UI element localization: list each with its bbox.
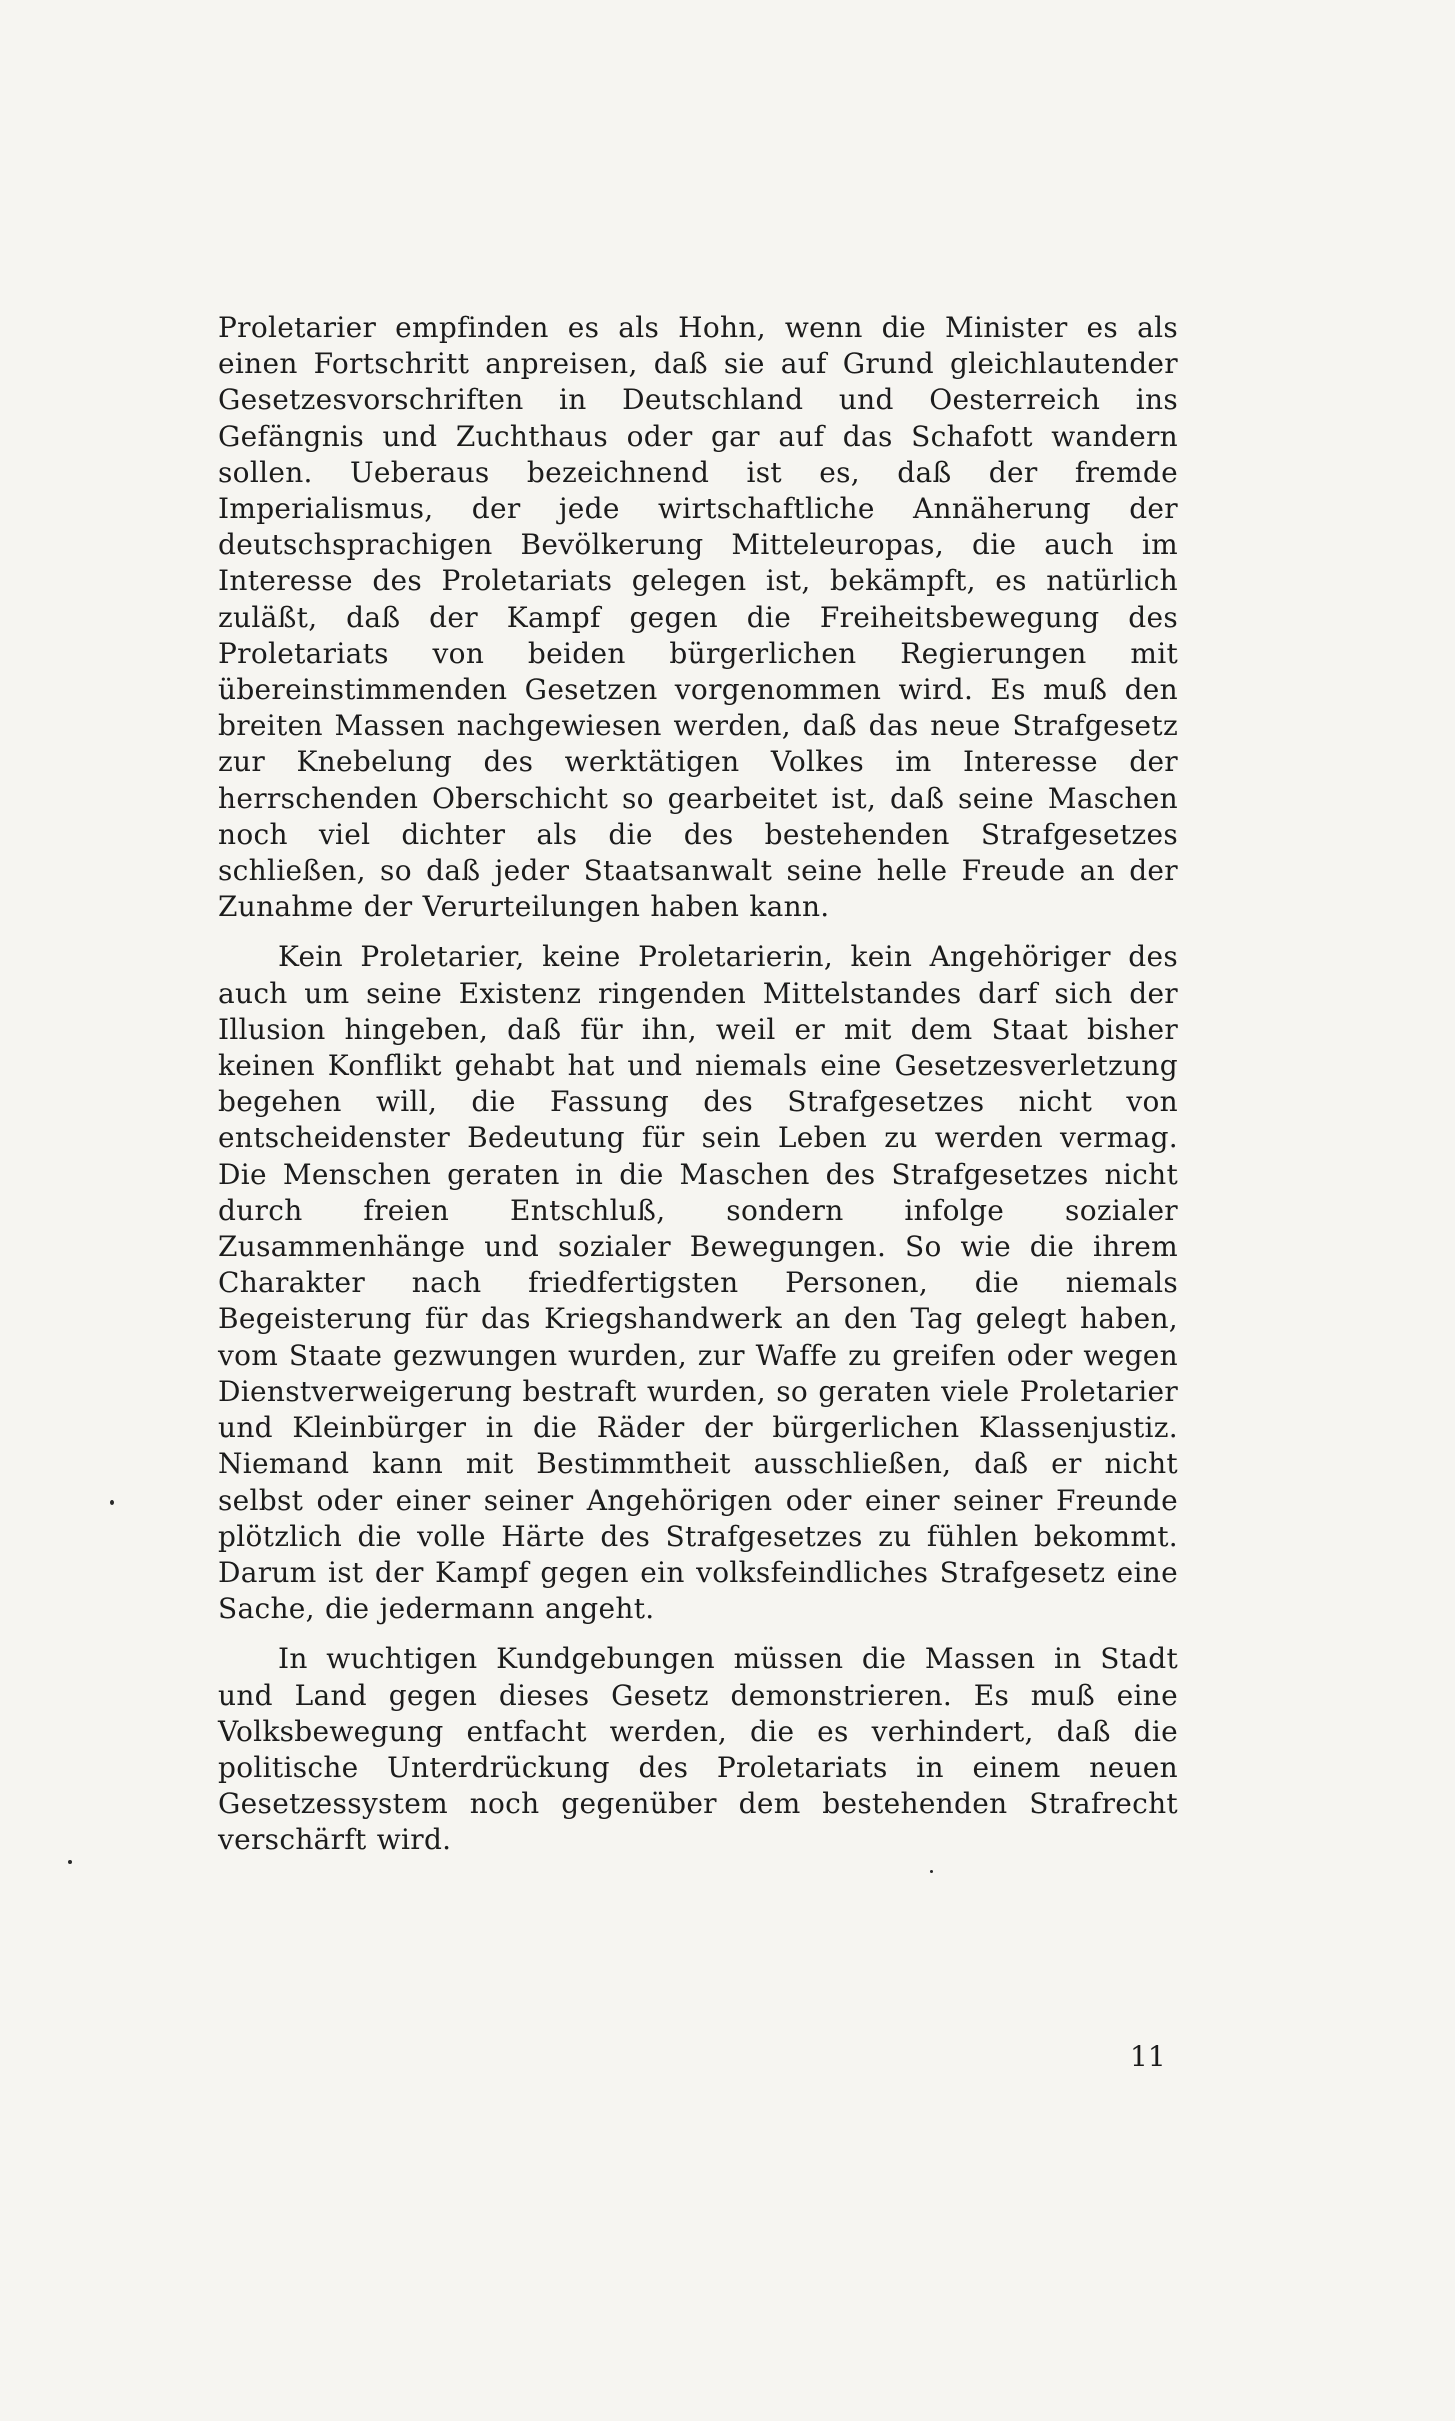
page-number: 11 <box>1130 2040 1166 2073</box>
paragraph-1: Proletarier empfinden es als Hohn, wenn die Minister es als einen Fortschritt anpreisen, daß sie auf Grund gleichlautender Gesetzesvorschriften in Deutschland und Oesterreich ins Gefängnis und Zuchthaus oder gar auf das Schafott wandern sollen. Ueberaus bezeichnend ist es, daß der fremde Imperialismus, der jede wirtschaftliche Annäherung der deutschsprachigen Bevölkerung Mitteleuropas, die auch im Interesse des Proletariats gelegen ist, bekämpft, es natürlich zuläßt, daß der Kampf gegen die Freiheitsbewegung des Proletariats von beiden bürgerlichen Regierungen mit übereinstimmenden Gesetzen vorgenommen wird. Es muß den breiten Massen nachgewiesen werden, daß das neue Strafgesetz zur Knebelung des werktätigen Volkes im Interesse der herrschenden Oberschicht so gearbeitet ist, daß seine Maschen noch viel dichter als die des bestehenden Strafgesetzes schließen, so daß jeder Staatsanwalt seine helle Freude an der Zunahme der Verurteilungen haben kann. <box>218 311 1178 924</box>
scan-speck <box>110 1500 114 1505</box>
paragraph-3: In wuchtigen Kundgebungen müssen die Massen in Stadt und Land gegen dieses Gesetz demonstrieren. Es muß eine Volksbewegung entfacht werden, die es verhindert, daß die politische Unterdrückung des Proletariats in einem neuen Gesetzessystem noch gegenüber dem bestehenden Strafrecht verschärft wird. <box>218 1642 1178 1857</box>
page-body-text <box>218 310 1178 1873</box>
scan-speck <box>930 1870 933 1873</box>
paragraph-2: Kein Proletarier, keine Proletarierin, kein Angehöriger des auch um seine Existenz ringenden Mittelstandes darf sich der Illusion hingeben, daß für ihn, weil er mit dem Staat bisher keinen Konflikt gehabt hat und niemals eine Gesetzesverletzung begehen will, die Fassung des Strafgesetzes nicht von entscheidenster Bedeutung für sein Leben zu werden vermag. Die Menschen geraten in die Maschen des Strafgesetzes nicht durch freien Entschluß, sondern infolge sozialer Zusammenhänge und sozialer Bewegungen. So wie die ihrem Charakter nach friedfertigsten Personen, die niemals Begeisterung für das Kriegshandwerk an den Tag gelegt haben, vom Staate gezwungen wurden, zur Waffe zu greifen oder wegen Dienstverweigerung bestraft wurden, so geraten viele Proletarier und Kleinbürger in die Räder der bürgerlichen Klassenjustiz. Niemand kann mit Bestimmtheit ausschließen, daß er nicht selbst oder einer seiner Angehörigen oder einer seiner Freunde plötzlich die volle Härte des Strafgesetzes zu fühlen bekommt. Darum ist der Kampf gegen ein volksfeindliches Strafgesetz eine Sache, die jedermann angeht. <box>218 940 1178 1626</box>
scan-speck <box>68 1860 72 1864</box>
